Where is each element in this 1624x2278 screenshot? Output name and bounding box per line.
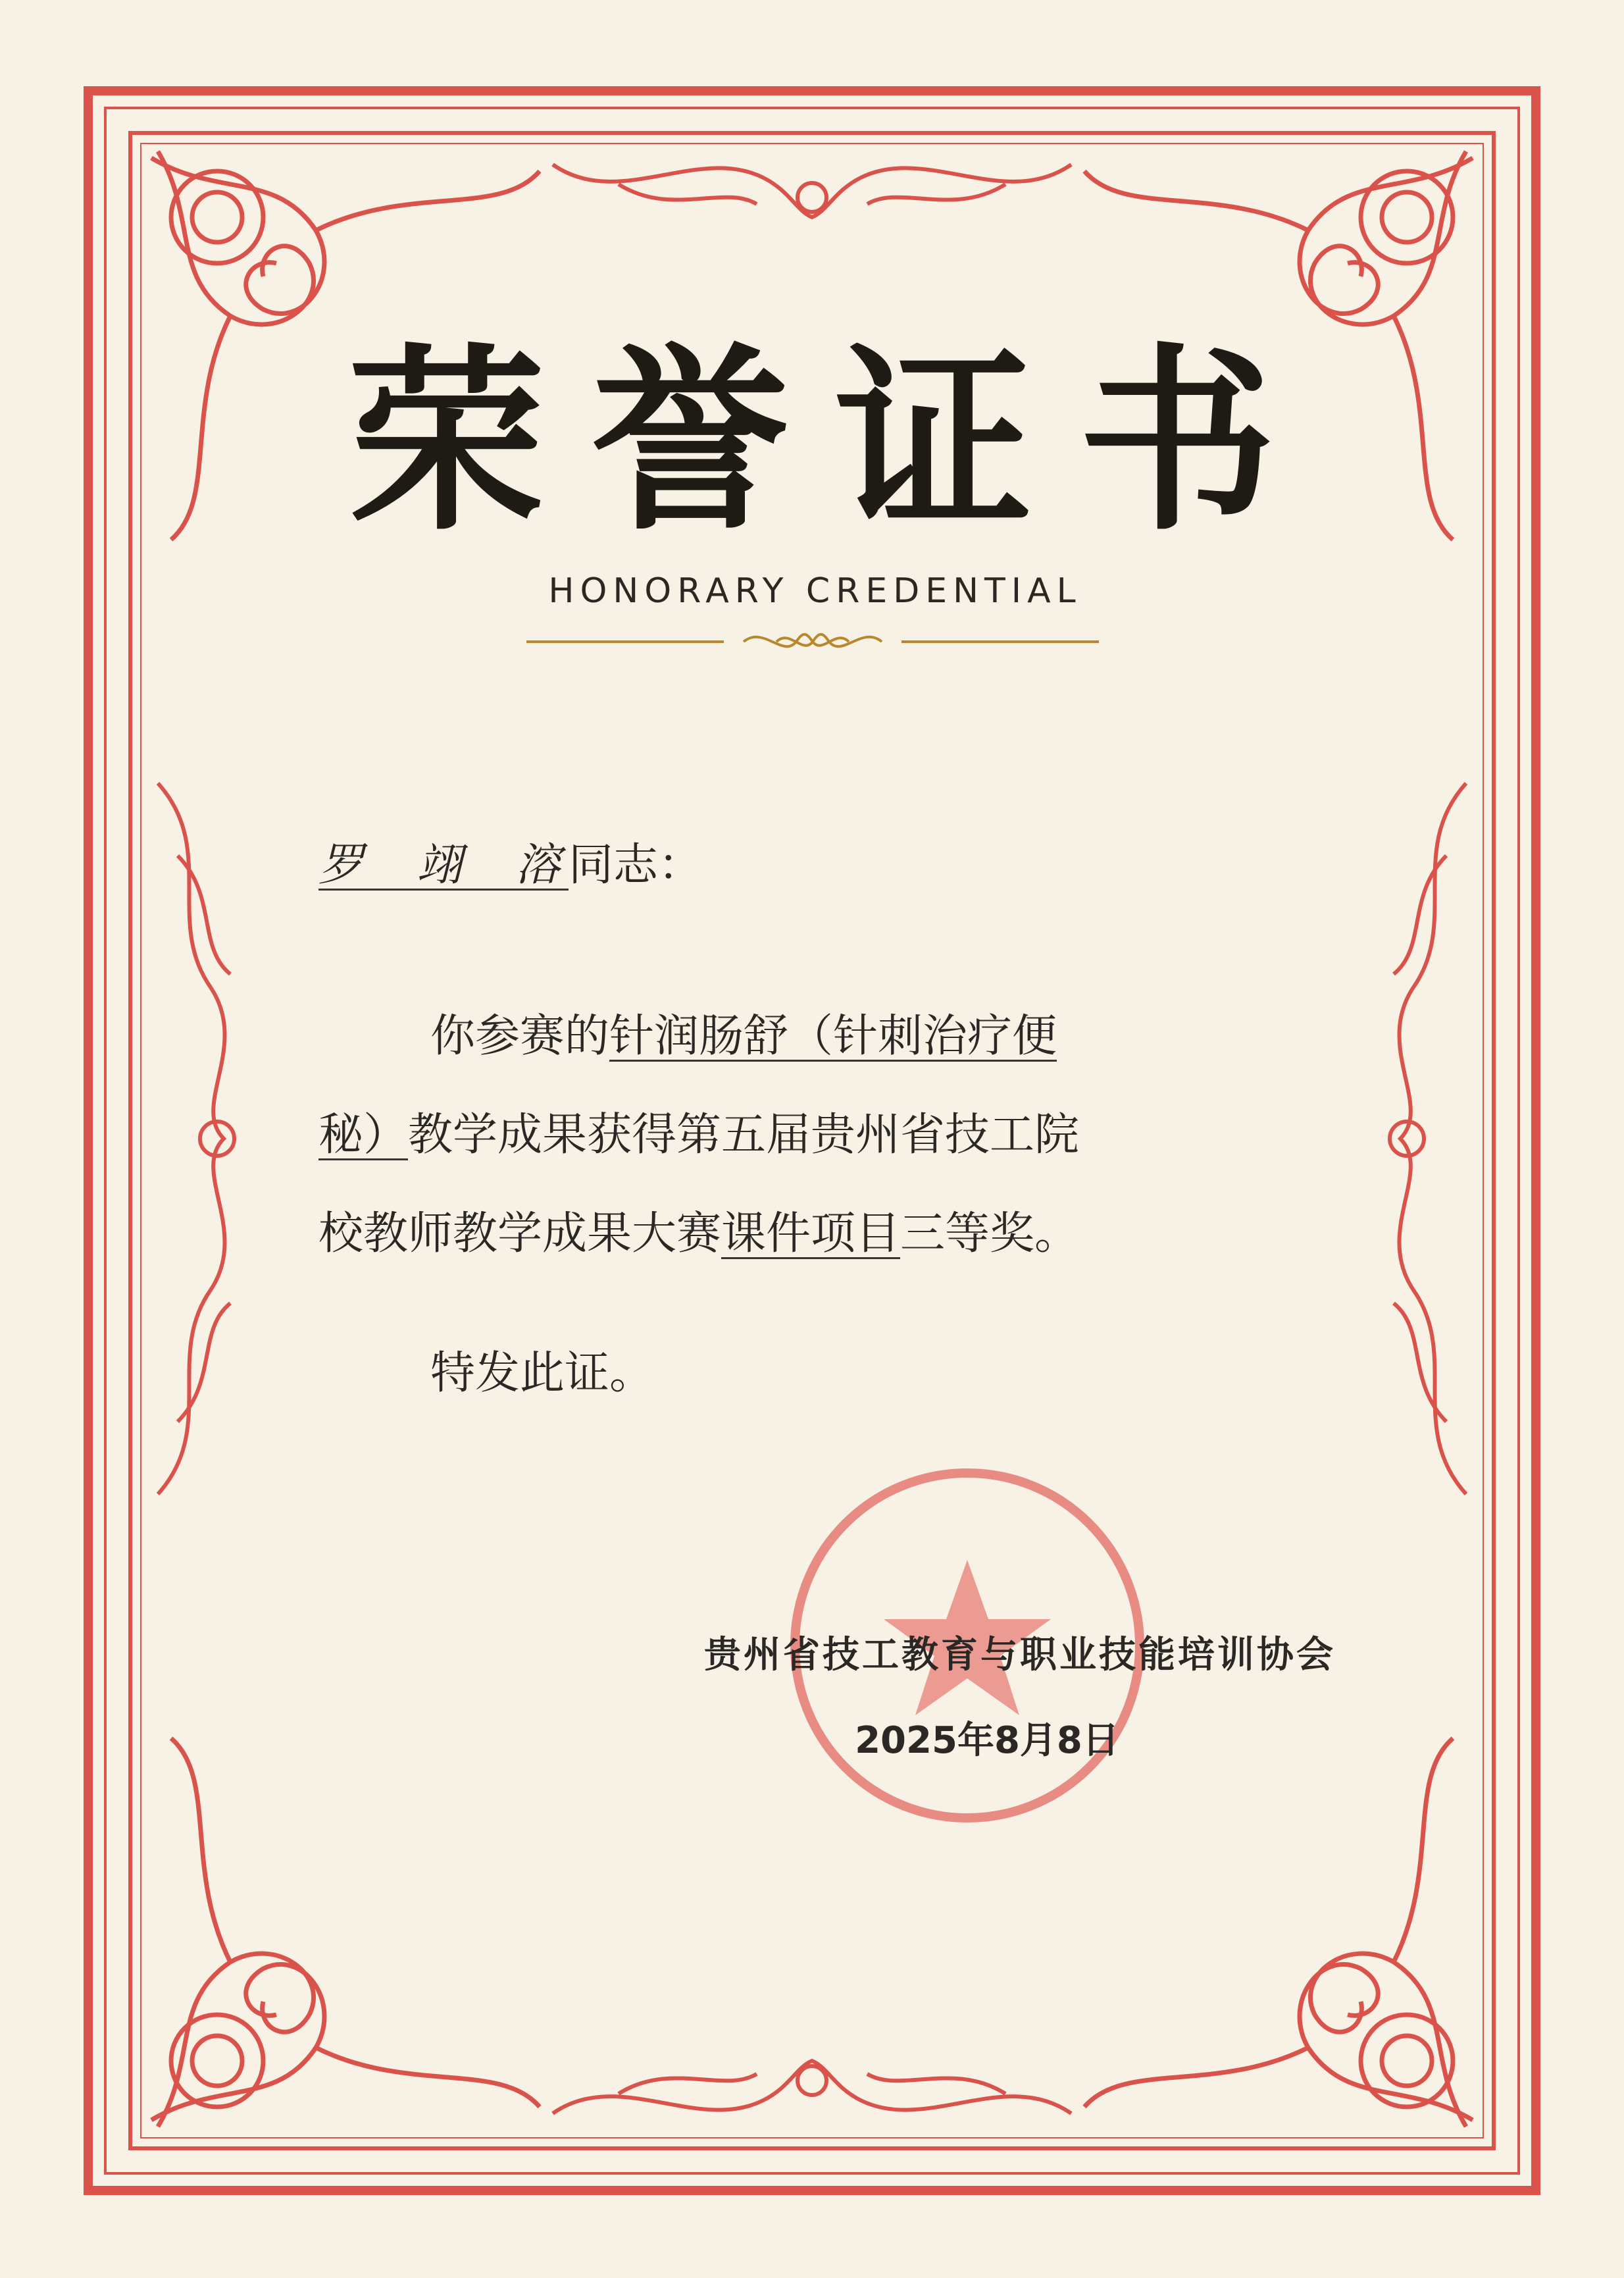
recipient-name: 罗 翊 溶 [318,839,580,891]
award-paragraph [318,987,1365,1283]
title-divider-ornament [526,619,1099,665]
body-prefix: 你参赛的 [430,1010,610,1062]
right-side-ornament [1390,783,1466,1494]
top-center-ornament [553,165,1071,217]
award-level: 三等奖。 [900,1208,1080,1260]
body-line3: 校教师教学成果大赛 [318,1208,722,1260]
recipient-line [318,816,703,915]
project-name-line1: 针润肠舒（针刺治疗便 [609,1010,1057,1062]
issue-date: 2025年8月8日 [855,1719,1119,1762]
body-middle: 教学成果获得第五届贵州省技工院 [408,1109,1080,1161]
bottom-center-ornament [553,2061,1071,2113]
salutation: 同志： [569,839,703,891]
project-name-line2: 秘） [318,1109,409,1161]
issuing-organization: 贵州省技工教育与职业技能培训协会 [704,1634,1336,1676]
certificate-subtitle: HONORARY CREDENTIAL [548,571,1082,611]
closing-statement: 特发此证。 [430,1347,655,1399]
award-category: 课件项目 [721,1208,901,1260]
certificate-title: 荣誉证书 [348,324,1322,557]
corner-ornament-bottom-left [151,1738,540,2127]
left-side-ornament [158,783,234,1494]
